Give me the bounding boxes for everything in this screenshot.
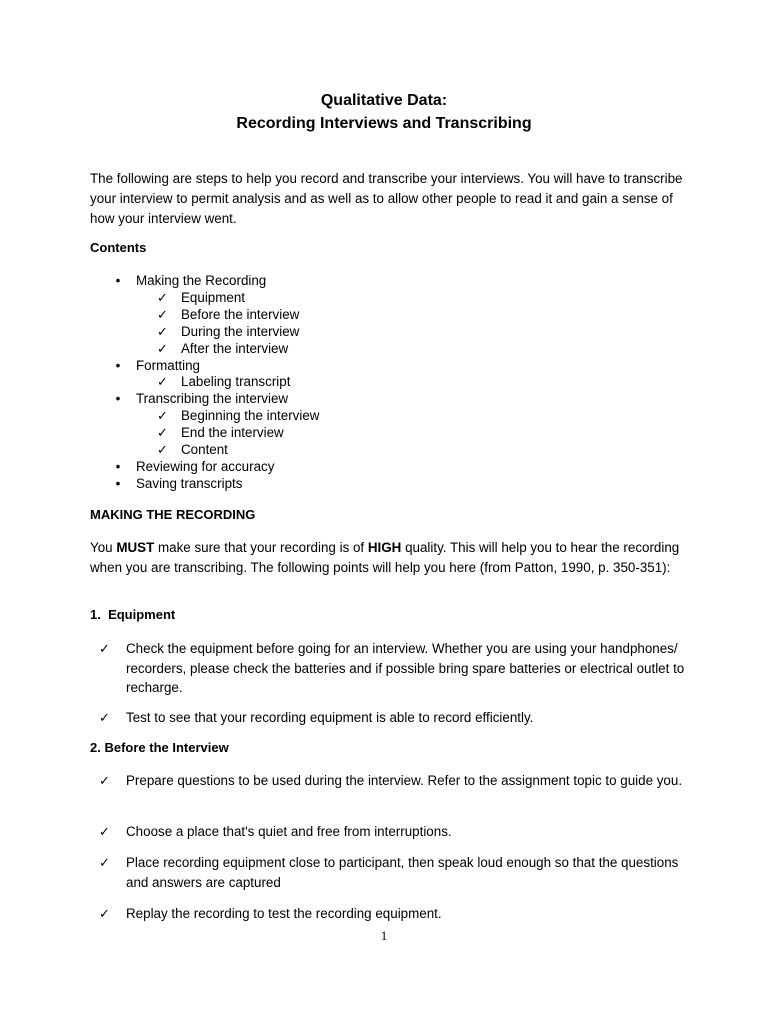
before-item-text: Replay the recording to test the recording equipment. [126, 906, 442, 921]
toc-subitem-label: During the interview [181, 323, 300, 339]
bullet-icon: • [115, 458, 121, 474]
check-icon: ✓ [157, 323, 168, 339]
intro-paragraph: The following are steps to help you record and transcribe your interviews. You will have to transcribe your interview to permit analysis and as well as to allow other people to read it and gain a sense of how your interview went. [90, 171, 683, 226]
check-icon: ✓ [157, 289, 168, 305]
toc-item-label: Saving transcripts [136, 475, 243, 491]
equipment-item-text: Test to see that your recording equipment is able to record efficiently. [126, 710, 534, 725]
before-interview-heading: 2. Before the Interview [90, 740, 229, 755]
contents-heading: Contents [90, 240, 147, 255]
bullet-icon: • [115, 357, 121, 373]
equipment-item-text: Check the equipment before going for an interview. Whether you are using your handphones/ recorders, please check the batteries and if possible bring spare batteries or electrical outlet to recharge. [126, 641, 685, 695]
must-text-1: You [90, 540, 117, 555]
title-line-1: Qualitative Data: [320, 92, 448, 109]
high-emphasis: HIGH [367, 540, 402, 555]
equipment-heading: 1. Equipment [90, 607, 176, 622]
check-icon: ✓ [99, 906, 110, 921]
toc-subitem-label: Beginning the interview [181, 408, 320, 424]
must-emphasis: MUST [116, 540, 155, 555]
title-line-2: Recording Interviews and Transcribing [236, 115, 532, 132]
check-icon: ✓ [99, 773, 110, 788]
must-text-2: make sure that your recording is of [154, 540, 368, 555]
check-icon: ✓ [157, 340, 168, 356]
page-number: 1 [380, 928, 388, 943]
before-item-text: Choose a place that's quiet and free from interruptions. [126, 824, 452, 839]
must-text-3: quality. This will help you to hear the recording when you are transcribing. The following points will help you here (from Patton, 1990, p. 350-351): [90, 540, 680, 575]
toc-subitem-label: After the interview [181, 340, 289, 356]
check-icon: ✓ [99, 855, 110, 870]
check-icon: ✓ [157, 374, 168, 390]
check-icon: ✓ [157, 442, 168, 457]
toc-subitem-label: Before the interview [181, 306, 300, 322]
toc-item-label: Transcribing the interview [136, 391, 289, 407]
section-heading-making-recording: MAKING THE RECORDING [90, 507, 256, 522]
bullet-icon: • [115, 273, 121, 288]
check-icon: ✓ [99, 710, 110, 725]
check-icon: ✓ [157, 425, 168, 441]
toc-item-label: Formatting [136, 357, 200, 373]
before-item-text: Place recording equipment close to participant, then speak loud enough so that the questions and answers are captured [126, 855, 679, 890]
bullet-icon: • [115, 391, 121, 407]
toc-item-label: Making the Recording [136, 273, 267, 288]
before-item-text: Prepare questions to be used during the interview. Refer to the assignment topic to guide you. [126, 773, 683, 788]
check-icon: ✓ [99, 824, 110, 839]
check-icon: ✓ [99, 641, 110, 656]
toc-subitem-label: Labeling transcript [181, 374, 291, 390]
bullet-icon: • [115, 475, 121, 491]
toc-subitem-label: End the interview [181, 425, 284, 441]
check-icon: ✓ [157, 306, 168, 322]
check-icon: ✓ [157, 408, 168, 424]
toc-subitem-label: Content [181, 442, 228, 457]
toc-item-label: Reviewing for accuracy [136, 458, 275, 474]
must-paragraph [90, 538, 690, 578]
toc-subitem-label: Equipment [181, 289, 246, 305]
